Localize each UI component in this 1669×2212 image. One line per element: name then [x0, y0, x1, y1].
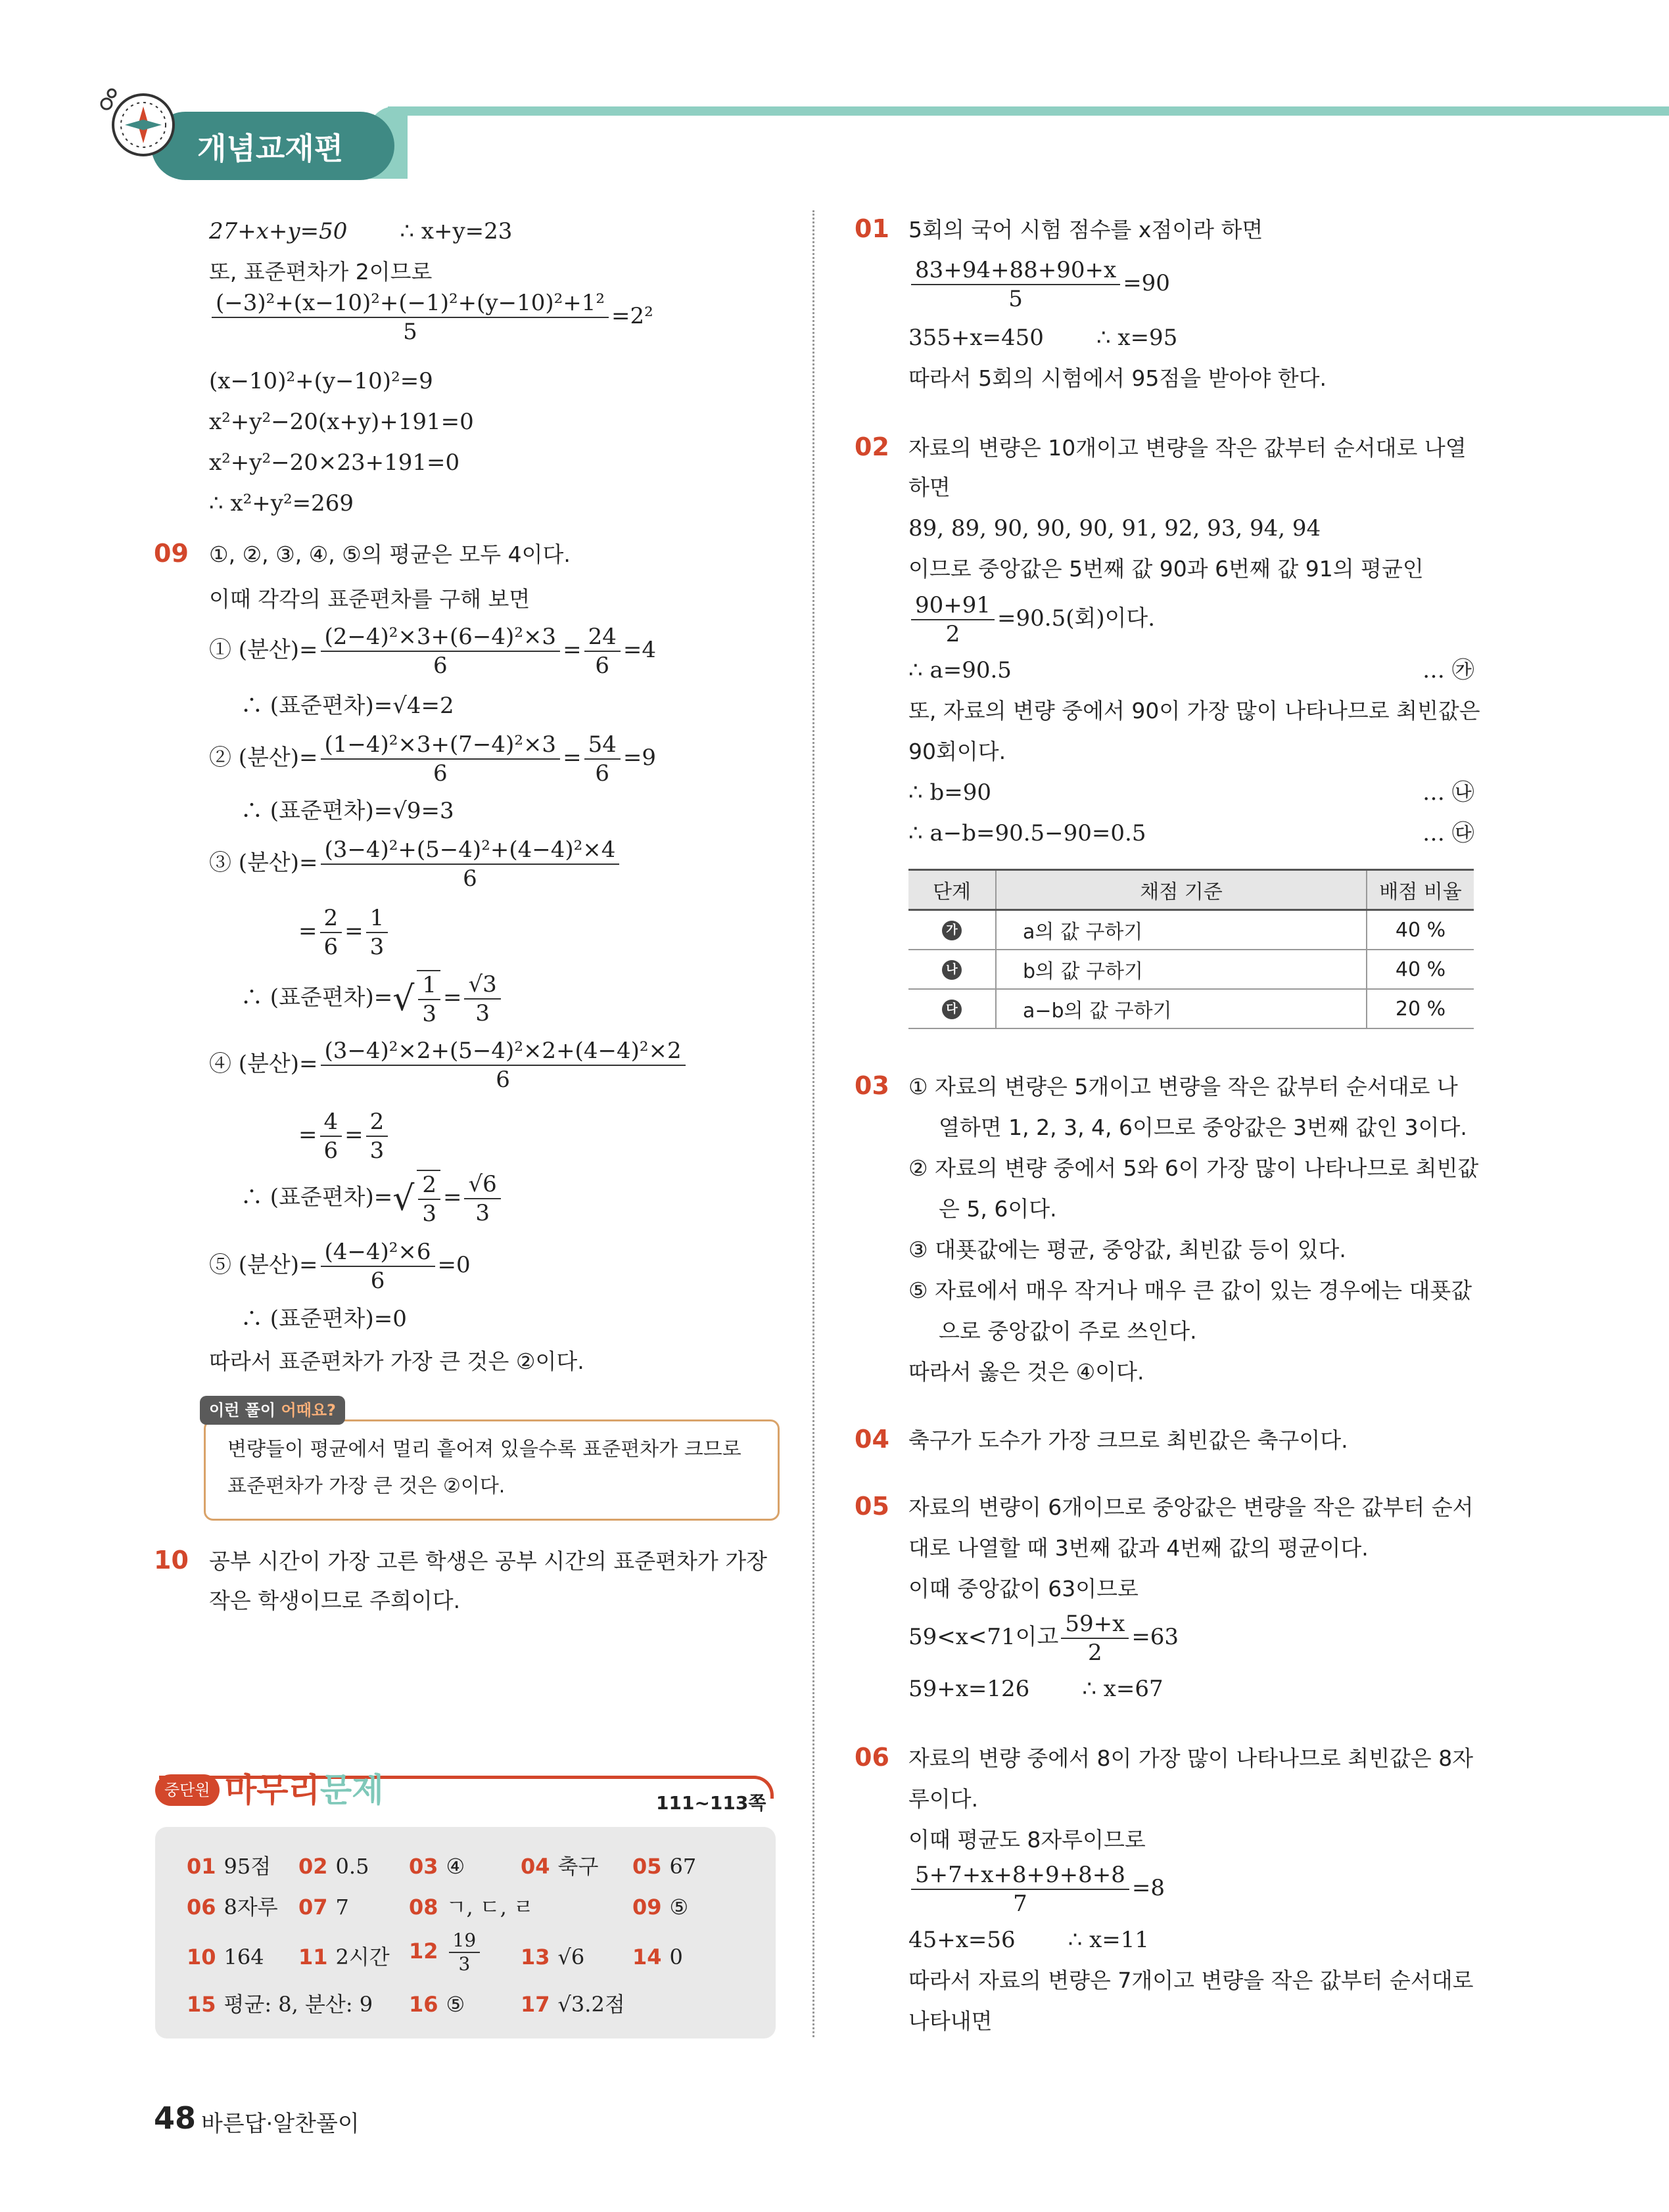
- tip-tag-accent: 어때요?: [281, 1401, 336, 1419]
- fraction-denominator: 3: [369, 934, 385, 960]
- answer-value: 95점: [223, 1854, 271, 1879]
- text-line: 자료의 변량이 6개이므로 중앙값은 변량을 작은 값부터 순서: [908, 1494, 1474, 1520]
- answer-value: ⑤: [446, 1992, 465, 2017]
- eq-rhs: =90: [1123, 270, 1170, 296]
- ratio-cell: 40 %: [1367, 950, 1474, 989]
- eq-line: ∴ x=67: [1082, 1676, 1164, 1702]
- fraction-denominator: 3: [422, 1001, 436, 1027]
- text-line: ① 자료의 변량은 5개이고 변량을 작은 값부터 순서대로 나: [908, 1074, 1458, 1099]
- answer-number: 02: [298, 1854, 328, 1879]
- eq-line: ∴ a=90.5: [908, 657, 1012, 683]
- fraction-denominator: 6: [323, 1138, 339, 1164]
- compass-icon: [97, 87, 176, 172]
- table-row: [908, 950, 1474, 989]
- eq-sign: =: [563, 637, 582, 663]
- header-tab-label: 개념교재편: [197, 131, 344, 166]
- tip-text: 변량들이 평균에서 멀리 흩어져 있을수록 표준편차가 크므로: [227, 1438, 741, 1461]
- data-list: 89, 89, 90, 90, 90, 91, 92, 93, 94, 94: [908, 515, 1321, 541]
- eq-line: 45+x=56: [908, 1927, 1016, 1953]
- text-line: 이때 각각의 표준편차를 구해 보면: [209, 586, 530, 612]
- fraction-numerator: 19: [449, 1929, 481, 1953]
- text-line: 이므로 중앙값은 5번째 값 90과 6번째 값 91의 평균인: [908, 556, 1424, 582]
- table-row: [908, 910, 1474, 950]
- eq-rhs: =90.5(회)이다.: [997, 605, 1156, 632]
- fraction-denominator: 2: [1088, 1640, 1102, 1666]
- fraction-denominator: 3: [422, 1201, 436, 1227]
- eq-line: ∴ x+y=23: [400, 218, 513, 244]
- answer-value: 7: [335, 1895, 349, 1920]
- text-line: 따라서 5회의 시험에서 95점을 받아야 한다.: [908, 365, 1327, 391]
- step-marker: … ㉰: [1422, 820, 1474, 846]
- fraction-numerator: 59+x: [1061, 1610, 1129, 1639]
- answer-value: 축구: [557, 1854, 599, 1879]
- text-line: 은 5, 6이다.: [939, 1196, 1057, 1222]
- fraction-numerator: 1: [366, 904, 388, 933]
- stddev-label: ∴ (표준편차)=: [241, 984, 393, 1011]
- text-line: 이때 중앙값이 63이므로: [908, 1576, 1139, 1601]
- eq-rhs: =4: [623, 637, 656, 663]
- eq-line: ∴ x=11: [1068, 1927, 1150, 1953]
- text-line: 작은 학생이므로 주희이다.: [209, 1588, 461, 1613]
- eq-rhs: =9: [623, 745, 656, 771]
- text-line: 90회이다.: [908, 739, 1006, 764]
- fraction-numerator: 2: [418, 1171, 440, 1200]
- fraction-numerator: √6: [464, 1170, 500, 1199]
- question-number: 01: [855, 214, 889, 243]
- fraction-denominator: 3: [369, 1138, 385, 1164]
- fraction-numerator: (3−4)²+(5−4)²+(4−4)²×4: [321, 836, 620, 865]
- eq-rhs: =8: [1131, 1875, 1165, 1901]
- eq-rhs: =0: [437, 1252, 471, 1278]
- eq-line: ∴ x=95: [1096, 325, 1178, 351]
- fraction-denominator: 6: [323, 934, 339, 960]
- fraction-numerator: 24: [584, 623, 621, 652]
- summary-title: [225, 1764, 384, 1811]
- grading-table: [908, 869, 1474, 1029]
- fraction-denominator: 6: [433, 653, 448, 679]
- answer-number: 12: [409, 1938, 438, 1964]
- fraction-numerator: 83+94+88+90+x: [911, 256, 1120, 285]
- step-marker: … ㉯: [1422, 779, 1474, 806]
- answer-number: 15: [187, 1992, 216, 2017]
- answer-number: 16: [409, 1992, 438, 2017]
- text-line: 공부 시간이 가장 고른 학생은 공부 시간의 표준편차가 가장: [209, 1548, 767, 1574]
- step-badge: 나: [942, 960, 962, 980]
- eq-line: ∴ x²+y²=269: [209, 490, 354, 517]
- eq-sign: =: [563, 745, 582, 771]
- text-line: 또, 자료의 변량 중에서 90이 가장 많이 나타나므로 최빈값은: [908, 698, 1480, 724]
- text-line: 으로 중앙값이 주로 쓰인다.: [939, 1318, 1197, 1344]
- answer-value: √3.2점: [557, 1992, 625, 2017]
- fraction-numerator: (−3)²+(x−10)²+(−1)²+(y−10)²+1²: [212, 289, 609, 318]
- criterion-cell: b의 값 구하기: [996, 950, 1367, 989]
- variance-label: ① (분산)=: [209, 637, 318, 663]
- answer-value: 2시간: [335, 1945, 390, 1970]
- eq-line: (x−10)²+(y−10)²=9: [209, 368, 433, 394]
- fraction-denominator: 3: [458, 1953, 471, 1975]
- text-line: ③ 대푯값에는 평균, 중앙값, 최빈값 등이 있다.: [908, 1237, 1346, 1262]
- step-badge: 다: [942, 1000, 962, 1019]
- text-line: 축구가 도수가 가장 크므로 최빈값은 축구이다.: [908, 1427, 1348, 1453]
- text-line: 대로 나열할 때 3번째 값과 4번째 값의 평균이다.: [908, 1535, 1369, 1561]
- question-number: 09: [154, 539, 189, 568]
- answer-value: ㄱ, ㄷ, ㄹ: [446, 1895, 534, 1920]
- ratio-cell: 20 %: [1367, 989, 1474, 1028]
- answer-number: 01: [187, 1854, 216, 1879]
- answer-number: 08: [409, 1895, 438, 1920]
- eq-line: ∴ a−b=90.5−90=0.5: [908, 820, 1146, 846]
- text-line: 따라서 옳은 것은 ④이다.: [908, 1359, 1144, 1385]
- fraction-denominator: 6: [595, 760, 610, 787]
- fraction-denominator: 5: [1008, 286, 1023, 312]
- answer-number: 13: [521, 1945, 550, 1970]
- variance-label: ② (분산)=: [209, 745, 318, 771]
- text-line: 루이다.: [908, 1786, 979, 1812]
- conclusion-line: 따라서 표준편차가 가장 큰 것은 ②이다.: [209, 1348, 584, 1374]
- answer-number: 10: [187, 1945, 216, 1970]
- question-number: 03: [855, 1071, 889, 1100]
- fraction-numerator: 2: [366, 1108, 388, 1137]
- answer-number: 03: [409, 1854, 438, 1879]
- answer-value: 164: [223, 1945, 264, 1970]
- answer-number: 09: [632, 1895, 662, 1920]
- answer-number: 05: [632, 1854, 662, 1879]
- text-line: 나타내면: [908, 2008, 993, 2034]
- eq-line: 59+x=126: [908, 1676, 1030, 1702]
- step-marker: … ㉮: [1422, 657, 1474, 683]
- fraction-denominator: 6: [496, 1067, 510, 1093]
- answer-value: 67: [669, 1854, 697, 1879]
- answer-value: 8자루: [223, 1895, 278, 1920]
- text-line: 따라서 자료의 변량은 7개이고 변량을 작은 값부터 순서대로: [908, 1968, 1474, 1993]
- text-line: 이때 평균도 8자루이므로: [908, 1827, 1146, 1853]
- text-line: ⑤ 자료에서 매우 작거나 매우 큰 값이 있는 경우에는 대푯값: [908, 1278, 1472, 1303]
- answer-number: 17: [521, 1992, 550, 2017]
- eq-rhs: =63: [1131, 1624, 1179, 1650]
- answer-number: 04: [521, 1854, 550, 1879]
- criterion-cell: a−b의 값 구하기: [996, 989, 1367, 1028]
- fraction-denominator: 6: [595, 653, 610, 679]
- answer-number: 06: [187, 1895, 216, 1920]
- answer-number: 14: [632, 1945, 662, 1970]
- answer-number: 07: [298, 1895, 328, 1920]
- fraction-numerator: (3−4)²×2+(5−4)²×2+(4−4)²×2: [321, 1037, 686, 1066]
- text-line: 열하면 1, 2, 3, 4, 6이므로 중앙값은 3번째 값인 3이다.: [939, 1115, 1467, 1140]
- fraction-denominator: 5: [403, 319, 417, 345]
- text-line: 5회의 국어 시험 점수를 x점이라 하면: [908, 217, 1263, 242]
- text-line: 자료의 변량은 10개이고 변량을 작은 값부터 순서대로 나열: [908, 435, 1467, 461]
- table-header-row: [908, 870, 1474, 910]
- table-header-cell: 채점 기준: [996, 870, 1367, 910]
- fraction-numerator: 5+7+x+8+9+8+8: [911, 1861, 1129, 1890]
- eq-line: ∴ b=90: [908, 779, 991, 806]
- fraction-numerator: √3: [464, 971, 500, 1000]
- ratio-cell: 40 %: [1367, 910, 1474, 950]
- question-number: 10: [154, 1546, 189, 1575]
- page-number: 48: [154, 2100, 197, 2136]
- fraction-denominator: 3: [475, 1000, 490, 1026]
- text-line: 하면: [908, 474, 951, 500]
- fraction-denominator: 6: [370, 1268, 385, 1294]
- step-badge: 가: [942, 921, 962, 940]
- criterion-cell: a의 값 구하기: [996, 910, 1367, 950]
- eq-line: x²+y²−20×23+191=0: [209, 449, 460, 476]
- question-number: 05: [855, 1492, 889, 1521]
- book-title: 바른답·알찬풀이: [201, 2111, 360, 2137]
- eq-line: 355+x=450: [908, 325, 1044, 351]
- text-line: 자료의 변량 중에서 8이 가장 많이 나타나므로 최빈값은 8자: [908, 1745, 1474, 1771]
- text-line: ①, ②, ③, ④, ⑤의 평균은 모두 4이다.: [209, 541, 571, 567]
- fraction-denominator: 6: [433, 760, 448, 787]
- text-line: ② 자료의 변량 중에서 5와 6이 가장 많이 나타나므로 최빈값: [908, 1155, 1479, 1181]
- fraction-numerator: (2−4)²×3+(6−4)²×3: [321, 623, 561, 652]
- fraction-numerator: (4−4)²×6: [321, 1238, 435, 1267]
- table-header-cell: 배점 비율: [1367, 870, 1474, 910]
- answer-value: 평균: 8, 분산: 9: [223, 1992, 373, 2017]
- summary-title-main: 마무리: [225, 1771, 320, 1809]
- fraction-numerator: 54: [584, 731, 621, 760]
- summary-pages: 111~113쪽: [656, 1792, 766, 1814]
- text-line: 또, 표준편차가 2이므로: [209, 259, 433, 285]
- table-header-cell: 단계: [908, 870, 996, 910]
- fraction-numerator: (1−4)²×3+(7−4)²×3: [321, 731, 561, 760]
- answer-value: ④: [446, 1854, 465, 1879]
- answer-value: √6: [557, 1945, 585, 1970]
- fraction-numerator: 1: [418, 971, 440, 1000]
- fraction-denominator: 2: [945, 621, 960, 647]
- summary-badge: 중단원: [155, 1774, 220, 1806]
- fraction-numerator: 2: [320, 904, 342, 933]
- question-number: 06: [855, 1743, 889, 1772]
- fraction-denominator: 3: [475, 1200, 490, 1226]
- table-row: [908, 989, 1474, 1028]
- fraction-denominator: 7: [1013, 1891, 1027, 1917]
- answer-number: 11: [298, 1945, 328, 1970]
- tip-tag: [200, 1396, 345, 1425]
- summary-title-sub: 문제: [319, 1771, 384, 1809]
- question-number: 02: [855, 432, 889, 461]
- stddev-line: ∴ (표준편차)=√4=2: [241, 693, 454, 719]
- stddev-line: ∴ (표준편차)=√9=3: [241, 798, 454, 824]
- eq-line: x²+y²−20(x+y)+191=0: [209, 409, 474, 435]
- answer-value: 0: [669, 1945, 683, 1970]
- fraction-numerator: 90+91: [911, 591, 995, 620]
- header-bar: [388, 106, 1669, 116]
- variance-label: ③ (분산)=: [209, 850, 318, 876]
- fraction-numerator: 4: [320, 1108, 342, 1137]
- variance-label: ④ (분산)=: [209, 1051, 318, 1077]
- stddev-label: ∴ (표준편차)=: [241, 1184, 393, 1210]
- tip-tag-main: 이런 풀이: [209, 1401, 276, 1419]
- tip-text: 표준편차가 가장 큰 것은 ②이다.: [227, 1475, 505, 1498]
- variance-label: ⑤ (분산)=: [209, 1252, 318, 1278]
- stddev-line: ∴ (표준편차)=0: [241, 1306, 407, 1332]
- fraction-denominator: 6: [463, 865, 477, 892]
- question-number: 04: [855, 1425, 889, 1454]
- eq-rhs: =2²: [611, 303, 653, 329]
- eq-line: 59<x<71이고: [908, 1624, 1059, 1650]
- eq-line: 27+x+y=50: [209, 218, 348, 244]
- answer-value: ⑤: [669, 1895, 689, 1920]
- answer-value: 0.5: [335, 1854, 369, 1879]
- column-divider: [812, 210, 814, 2037]
